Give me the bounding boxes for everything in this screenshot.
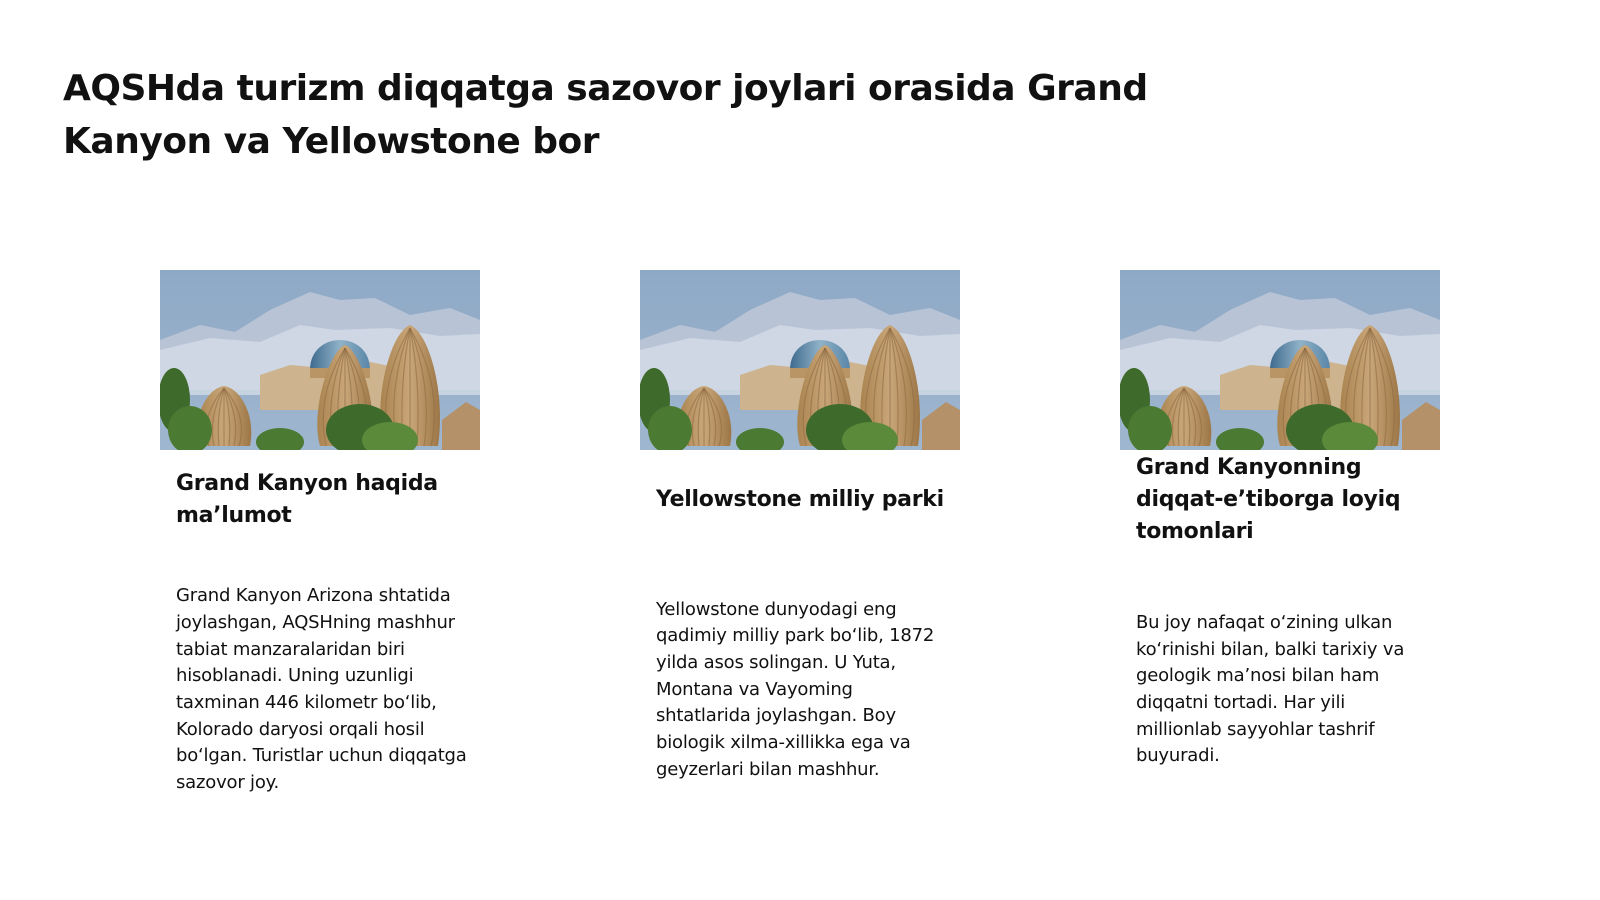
info-card-grand-canyon — [160, 270, 480, 830]
info-card-grand-canyon-highlights — [1120, 270, 1440, 830]
card-heading: Yellowstone milliy parki — [656, 487, 944, 512]
card-heading: Grand Kanyonning diqqat-e’tiborga loyiq tomonlari — [1136, 455, 1401, 544]
mausoleum-photo-image — [640, 270, 960, 450]
card-heading: Grand Kanyon haqida ma’lumot — [176, 471, 438, 528]
mausoleum-photo-image — [160, 270, 480, 450]
card-body-text: Yellowstone dunyodagi eng qadimiy milliy park bo‘lib, 1872 yilda asos solingan. U Yuta, Montana va Vayoming shtatlarida joylashgan. Boy biologik xilma-xillikka ega va geyzerlari bilan mashhur. — [656, 598, 935, 780]
mausoleum-photo-image — [1120, 270, 1440, 450]
card-body-text: Grand Kanyon Arizona shtatida joylashgan, AQSHning mashhur tabiat manzaralaridan biri hisoblanadi. Uning uzunligi taxminan 446 kilometr bo‘lib, Kolorado daryosi orqali hosil bo‘lgan. Turistlar uchun diqqatga sazovor joy. — [176, 585, 467, 794]
card-photo — [1120, 270, 1440, 450]
card-photo — [160, 270, 480, 450]
card-photo — [640, 270, 960, 450]
info-card-yellowstone — [640, 270, 960, 830]
card-body-text: Bu joy nafaqat o‘zining ulkan ko‘rinishi bilan, balki tarixiy va geologik ma’nosi bilan ham diqqatni tortadi. Har yili millionlab sayyohlar tashrif buyuradi. — [1136, 611, 1405, 767]
slide-title: AQSHda turizm diqqatga sazovor joylari orasida Grand Kanyon va Yellowstone bor — [63, 68, 1148, 162]
